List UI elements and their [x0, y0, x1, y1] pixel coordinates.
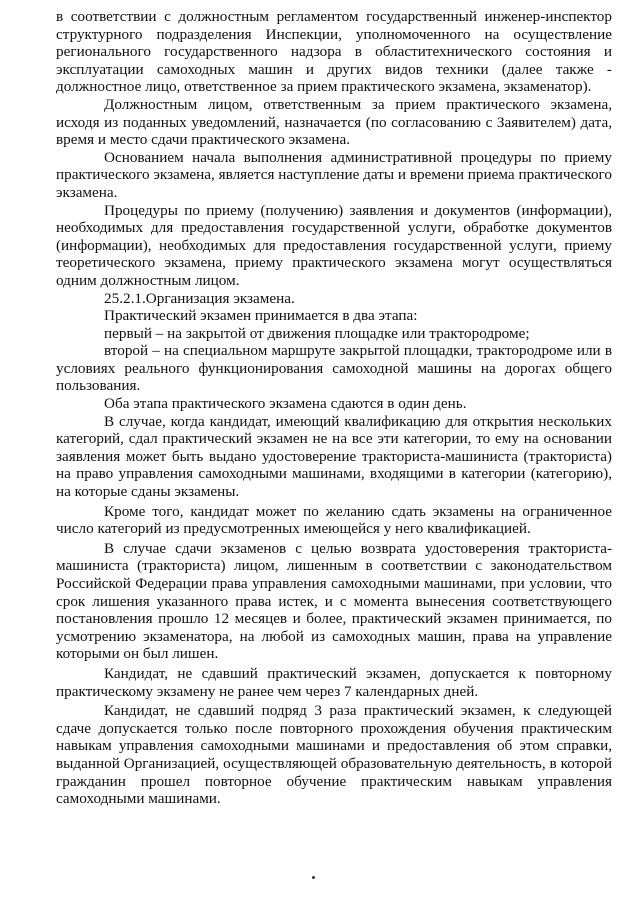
paragraph-two-stages: Практический экзамен принимается в два этапа: — [104, 307, 418, 325]
paragraph-retake-delay: Кандидат, не сдавший практический экзамен, допускается к повторному практическому экзамену не ранее чем через 7 календарных дней. — [56, 664, 612, 700]
paragraph-limited-categories: Кроме того, кандидат может по желанию сдать экзамены на ограниченное число категорий из предусмотренных имеющейся у него квалификацией. — [56, 502, 612, 538]
paragraph-exam-scheduling: Должностным лицом, ответственным за прием практического экзамена, исходя из поданных уведомлений, назначается (по согласованию с Заявителем) дата, время и место сдачи практического экзамена. — [56, 95, 612, 149]
paragraph-single-official: Процедуры по приему (получению) заявления и документов (информации), необходимых для предоставления государственной услуги, обработке документов (информации), необходимых для предоставления государственной услуги, приему теоретического экзамена, приему практического экзамена могут осуществляться одним должностным лицом. — [56, 201, 612, 289]
paragraph-procedure-basis: Основанием начала выполнения административной процедуры по приему практического экзамена, является наступление даты и времени приема практического экзамена. — [56, 148, 612, 201]
paragraph-retraining-required: Кандидат, не сдавший подряд 3 раза практический экзамен, к следующей сдаче допускается только после повторного прохождения обучения практическим навыкам управления самоходными машинами и предоставления об этом справки, выданной Организацией, осуществляющей образовательную деятельность, в которой гражданин прошел повторное обучение практическим навыкам управления самоходными машинами. — [56, 702, 612, 808]
paragraph-partial-categories: В случае, когда кандидат, имеющий квалификацию для открытия нескольких категорий, сдал практический экзамен не на все эти категории, то ему на основании заявления может быть выдано удостоверение тракториста-машиниста (тракториста) на право управления самоходными машинами, входящими в категории (категорию), на которые сданы экзамены. — [56, 412, 612, 501]
list-item-stage-one: первый – на закрытой от движения площадке или трактородроме; — [104, 324, 530, 342]
document-page — [56, 8, 612, 808]
list-item-stage-two: второй – на специальном маршруте закрытой площадки, трактородроме или в условиях реального функционирования самоходной машины на дорогах общего пользования. — [56, 342, 612, 395]
paragraph-license-return: В случае сдачи экзаменов с целью возврата удостоверения тракториста-машиниста (тракториста) лицом, лишенным в соответствии с законодательством Российской Федерации права управления самоходными машинами, при условии, что срок лишения указанного права истек, и с момента вынесения соответствующего постановления прошло 12 месяцев и более, практический экзамен принимается, по усмотрению экзаменатора, на любой из самоходных машин, права на управление которыми он был лишен. — [56, 539, 612, 663]
paragraph-same-day: Оба этапа практического экзамена сдаются в один день. — [104, 395, 467, 413]
paragraph-examiner-definition: в соответствии с должностным регламентом государственный инженер-инспектор структурного подразделения Инспекции, уполномоченного на осуществление регионального государственного надзора в областитехнического состояния и эксплуатации самоходных машин и других видов техники (далее также - должностное лицо, ответственное за прием практического экзамена, экзаменатор). — [56, 8, 612, 96]
page-dot-mark — [312, 876, 315, 879]
section-heading-exam-organization: 25.2.1.Организация экзамена. — [104, 289, 295, 307]
